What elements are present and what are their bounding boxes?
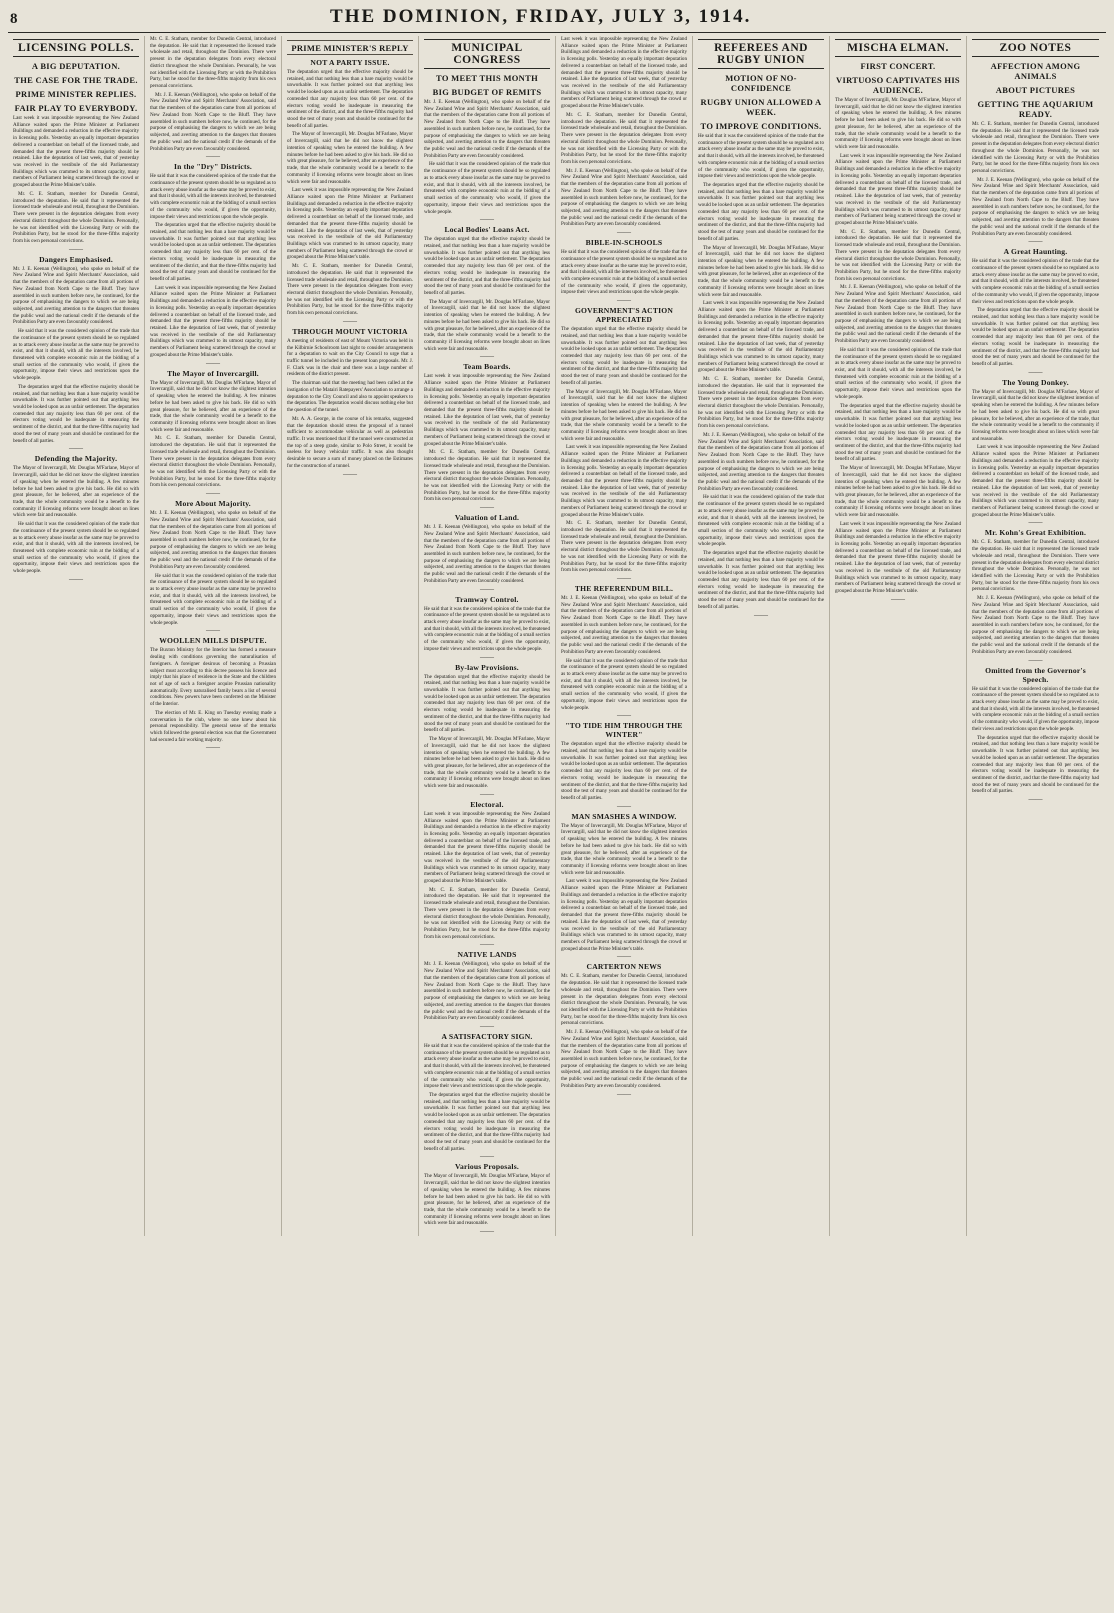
article-paragraph: He said that it was the considered opinion of the trade that the continuance of the present system should be so regulated as to attack every abuse insofar as the same may be proved to exist, and that it should, with all the interests involved, be threatened with complete economic ruin at the bidding of a small section of the community who would, if given the opportunity, impose their views and restrictions upon the whole people. xyxy=(698,494,824,548)
section-divider: —— xyxy=(891,594,905,603)
newspaper-column-col7 xyxy=(830,36,967,1236)
column-heading: MUNICIPAL CONGRESS xyxy=(424,39,550,69)
article-paragraph: The chairman said that the meeting had been called at the instigation of the Matairi Ratepayers' Association to arrange a deputation to the City Council and also to appoint speakers to the deputation. The deputation would discuss nothing else but the question of the tunnel. xyxy=(287,380,413,414)
article-paragraph: Last week it was impossible representing the New Zealand Alliance waited upon the Prime Minister at Parliament Buildings and demanded a reduction in the effective majority in licensing polls. Yesterday an equally important deputation delivered a counterblast on behalf of the licensed trade, and demanded that the present three-fifths majority should be retained. Like the deputation of last week, that of yesterday was received in the vestibule of the old Parliamentary Buildings which was crammed to its utmost capacity, many members of Parliament being scattered through the crowd or grouped about the Prime Minister's table. xyxy=(424,373,550,447)
section-heading: The Young Donkey. xyxy=(1002,377,1069,387)
article-paragraph: Mr. J. E. Keenan (Wellington), who spoke on behalf of the New Zealand Wine and Spirit Merchants' Association, said that the members of the deputation came from all portions of New Zealand from North Cape to the Bluff. They have assembled in such numbers before now, he continued, for the purpose of emphasising the dangers to which we are being subjected, and averting attention to the dangers that threaten the public weal and the national credit if the demands of the Prohibition Party are even favourably considered. xyxy=(150,510,276,570)
article-paragraph: Last week it was impossible representing the New Zealand Alliance waited upon the Prime Minister at Parliament Buildings and demanded a reduction in the effective majority in licensing polls. Yesterday an equally important deputation delivered a counterblast on behalf of the licensed trade, and demanded that the present three-fifths majority should be retained. Like the deputation of last week, that of yesterday was received in the vestibule of the old Parliamentary Buildings which was crammed to its utmost capacity, many members of Parliament being scattered through the crowd or grouped about the Prime Minister's table. xyxy=(972,444,1099,518)
article-paragraph: The Mayor of Invercargill, Mr. Douglas M'Farlane, Mayor of Invercargill, said that he did not know the slightest intention of speaking when he entered the building. A few minutes before he had been asked to give his back. He did so with great pleasure, for he believed, after an experience of the trade, that the whole community would be a benefit to the community if licensing reforms were brought about on lines which were fair and reasonable. xyxy=(287,131,413,185)
section-divider: —— xyxy=(754,610,768,619)
column-heading: FIRST CONCERT. xyxy=(860,61,936,71)
article-paragraph: The deputation urged that the effective majority should be retained, and that nothing less than a bare majority would be unworkable. It was further pointed out that anything less would be looked upon as an unfair settlement. The deputation contended that any majority less than 60 per cent. of the electors voting would be inadequate in measuring the sentiment of the district, and that the three-fifths majority had stood the test of many years and should be continued for the benefit of all parties. xyxy=(13,383,139,444)
article-paragraph: Mr. J. E. Keenan (Wellington), who spoke on behalf of the New Zealand Wine and Spirit Merchants' Association, said that the members of the deputation came from all portions of New Zealand from North Cape to the Bluff. They have assembled in such numbers before now, he continued, for the purpose of emphasising the dangers to which we are being subjected, and averting attention to the dangers that threaten the public weal and the national credit if the demands of the Prohibition Party are even favourably considered. xyxy=(424,524,550,584)
column-heading: MISCHA ELMAN. xyxy=(835,39,961,57)
article-paragraph: The Mayor of Invercargill, Mr. Douglas M'Farlane, Mayor of Invercargill, said that he did not know the slightest intention of speaking when he entered the building. A few minutes before he had been asked to give his back. He did so with great pleasure, for he believed, after an experience of the trade, that the whole community would be a benefit to the community if licensing reforms were brought about on lines which were fair and reasonable. xyxy=(424,1173,550,1227)
article-paragraph: Mr. C. E. Statham, member for Dunedin Central, introduced the deputation. He said that it represented the licensed trade wholesale and retail, throughout the Dominion. There were present in the deputation delegates from every electoral district throughout the whole Dominion. Personally, he was not identified with the Licensing Party or with the Prohibition Party, but he stood for the three-fifths majority from his own personal convictions. xyxy=(561,973,687,1027)
column-heading: MOTION OF NO-CONFIDENCE xyxy=(725,73,797,93)
section-divider: —— xyxy=(617,801,631,810)
article-paragraph: He said that it was the considered opinion of the trade that the continuance of the present system should be so regulated as to attack every abuse insofar as the same may be proved to exist, and that it should, with all the interests involved, be threatened with complete economic ruin at the bidding of a small section of the community who would, if given the opportunity, impose their views and restrictions upon the whole people. xyxy=(150,572,276,626)
newspaper-column-col4 xyxy=(419,36,556,1236)
article-paragraph: He said that it was the considered opinion of the trade that the continuance of the present system should be so regulated as to attack every abuse insofar as the same may be proved to exist, and that it should, with all the interests involved, be threatened with complete economic ruin at the bidding of a small section of the community who would, if given the opportunity, impose their views and restrictions upon the whole people. xyxy=(561,657,687,711)
article-paragraph: He said that it was the considered opinion of the trade that the continuance of the present system should be so regulated as to attack every abuse insofar as the same may be proved to exist, and that it should, with all the interests involved, be threatened with complete economic ruin at the bidding of a small section of the community who would, if given the opportunity, impose their views and restrictions upon the whole people. xyxy=(13,521,139,575)
article-paragraph: Mr. J. E. Keenan (Wellington), who spoke on behalf of the New Zealand Wine and Spirit Merchants' Association, said that the members of the deputation came from all portions of New Zealand from North Cape to the Bluff. They have assembled in such numbers before now, he continued, for the purpose of emphasising the dangers to which we are being subjected, and averting attention to the dangers that threaten the public weal and the national credit if the demands of the Prohibition Party are even favourably considered. xyxy=(835,284,961,345)
article-paragraph: Last week it was impossible representing the New Zealand Alliance waited upon the Prime Minister at Parliament Buildings and demanded a reduction in the effective majority in licensing polls. Yesterday an equally important deputation delivered a counterblast on behalf of the licensed trade, and demanded that the present three-fifths majority should be retained. Like the deputation of last week, that of yesterday was received in the vestibule of the old Parliamentary Buildings which was crammed to its utmost capacity, many members of Parliament being scattered through the crowd or grouped about the Prime Minister's table. xyxy=(698,300,824,374)
newspaper-column-col6 xyxy=(693,36,830,1236)
section-heading: By-law Provisions. xyxy=(455,662,519,672)
section-divider: —— xyxy=(480,352,494,361)
article-paragraph: Mr. C. E. Statham, member for Dunedin Central, introduced the deputation. He said that it represented the licensed trade wholesale and retail, throughout the Dominion. There were present in the deputation delegates from every electoral district throughout the whole Dominion. Personally, he was not identified with the Licensing Party or with the Prohibition Party, but he stood for the three-fifths majority from his own personal convictions. xyxy=(972,539,1099,593)
section-divider: —— xyxy=(206,152,220,161)
article-paragraph: Mr. J. E. Keenan (Wellington), who spoke on behalf of the New Zealand Wine and Spirit Merchants' Association, said that the members of the deputation came from all portions of New Zealand from North Cape to the Bluff. They have assembled in such numbers before now, he continued, for the purpose of emphasising the dangers to which we are being subjected, and averting attention to the dangers that threaten the public weal and the national credit if the demands of the Prohibition Party are even favourably considered. xyxy=(424,961,550,1022)
section-divider: —— xyxy=(480,652,494,661)
section-heading: In the "Dry" Districts. xyxy=(174,162,252,172)
article-paragraph: The deputation urged that the effective majority should be retained, and that nothing less than a bare majority would be unworkable. It was further pointed out that anything less would be looked upon as an unfair settlement. The deputation contended that any majority less than 60 per cent. of the electors voting would be inadequate in measuring the sentiment of the district, and that the three-fifths majority had stood the test of many years and should be continued for the benefit of all parties. xyxy=(424,1091,550,1152)
article-paragraph: Mr. C. E. Statham, member for Dunedin Central, introduced the deputation. He said that it represented the licensed trade wholesale and retail, throughout the Dominion. There were present in the deputation delegates from every electoral district throughout the whole Dominion. Personally, he was not identified with the Licensing Party or with the Prohibition Party, but he stood for the three-fifths majority from his own personal convictions. xyxy=(424,449,550,503)
section-heading: WOOLLEN MILLS DISPUTE. xyxy=(159,636,267,646)
article-paragraph: Last week it was impossible representing the New Zealand Alliance waited upon the Prime Minister at Parliament Buildings and demanded a reduction in the effective majority in licensing polls. Yesterday an equally important deputation delivered a counterblast on behalf of the licensed trade, and demanded that the present three-fifths majority should be retained. Like the deputation of last week, that of yesterday was received in the vestibule of the old Parliamentary Buildings which was crammed to its utmost capacity, many members of Parliament being scattered through the crowd or grouped about the Prime Minister's table. xyxy=(561,878,687,952)
article-paragraph: The Mayor of Invercargill, Mr. Douglas M'Farlane, Mayor of Invercargill, said that he did not know the slightest intention of speaking when he entered the building. A few minutes before he had been asked to give his back. He did so with great pleasure, for he believed, after an experience of the trade, that the whole community would be a benefit to the community if licensing reforms were brought about on lines which were fair and reasonable. xyxy=(13,465,139,519)
section-divider: —— xyxy=(617,574,631,583)
article-paragraph: Last week it was impossible representing the New Zealand Alliance waited upon the Prime Minister at Parliament Buildings and demanded a reduction in the effective majority in licensing polls. Yesterday an equally important deputation delivered a counterblast on behalf of the licensed trade, and demanded that the present three-fifths majority should be retained. Like the deputation of last week, that of yesterday was received in the vestibule of the old Parliamentary Buildings which was crammed to its utmost capacity, many members of Parliament being scattered through the crowd or grouped about the Prime Minister's table. xyxy=(835,152,961,226)
section-divider: —— xyxy=(480,940,494,949)
section-heading: Electoral. xyxy=(470,799,504,809)
section-heading: CARTERTON NEWS xyxy=(586,962,662,972)
article-paragraph: The deputation urged that the effective majority should be retained, and that nothing less than a bare majority would be unworkable. It was further pointed out that anything less would be looked upon as an unfair settlement. The deputation contended that any majority less than 60 per cent. of the electors voting would be inadequate in measuring the sentiment of the district, and that the three-fifths majority had stood the test of many years and should be continued for the benefit of all parties. xyxy=(424,673,550,734)
section-heading: MAN SMASHES A WINDOW. xyxy=(571,811,677,821)
section-heading: A Great Haunting. xyxy=(1003,247,1068,257)
article-paragraph: Mr. J. E. Keenan (Wellington), who spoke on behalf of the New Zealand Wine and Spirit Merchants' Association, said that the members of the deputation came from all portions of New Zealand from North Cape to the Bluff. They have assembled in such numbers before now, he continued, for the purpose of emphasising the dangers to which we are being subjected, and averting attention to the dangers that threaten the public weal and the national credit if the demands of the Prohibition Party are even favourably considered. xyxy=(150,91,276,152)
section-divider: —— xyxy=(69,574,83,583)
section-heading: Omitted from the Governor's Speech. xyxy=(985,665,1086,684)
section-divider: —— xyxy=(617,952,631,961)
section-divider: —— xyxy=(1028,367,1043,376)
section-divider: —— xyxy=(480,503,494,512)
column-heading: BIG BUDGET OF REMITS xyxy=(432,87,542,97)
column-heading: THE CASE FOR THE TRADE. xyxy=(14,75,138,85)
section-heading: Defending the Majority. xyxy=(34,454,118,464)
article-paragraph: Mr. C. E. Statham, member for Dunedin Central, introduced the deputation. He said that it represented the licensed trade wholesale and retail, throughout the Dominion. There were present in the deputation delegates from every electoral district throughout the whole Dominion. Personally, he was not identified with the Licensing Party or with the Prohibition Party, but he stood for the three-fifths majority from his own personal convictions. xyxy=(561,111,687,165)
column-heading: RUGBY UNION ALLOWED A WEEK. xyxy=(700,97,822,117)
article-paragraph: Mr. C. E. Statham, member for Dunedin Central, introduced the deputation. He said that it represented the licensed trade wholesale and retail, throughout the Dominion. There were present in the deputation delegates from every electoral district throughout the whole Dominion. Personally, he was not identified with the Licensing Party or with the Prohibition Party, but he stood for the three-fifths majority from his own personal convictions. xyxy=(150,435,276,489)
article-paragraph: Mr. C. E. Statham, member for Dunedin Central, introduced the deputation. He said that it represented the licensed trade wholesale and retail, throughout the Dominion. There were present in the deputation delegates from every electoral district throughout the whole Dominion. Personally, he was not identified with the Licensing Party or with the Prohibition Party, but he stood for the three-fifths majority from his own personal convictions. xyxy=(972,121,1099,175)
section-divider: —— xyxy=(617,711,631,720)
article-paragraph: The Mayor of Invercargill, Mr. Douglas M'Farlane, Mayor of Invercargill, said that he did not know the slightest intention of speaking when he entered the building. A few minutes before he had been asked to give his back. He did so with great pleasure, for he believed, after an experience of the trade, that the whole community would be a benefit to the community if licensing reforms were brought about on lines which were fair and reasonable. xyxy=(424,736,550,790)
section-divider: —— xyxy=(69,444,83,453)
article-paragraph: The Mayor of Invercargill, Mr. Douglas M'Farlane, Mayor of Invercargill, said that he did not know the slightest intention of speaking when he entered the building. A few minutes before he had been asked to give his back. He did so with great pleasure, for he believed, after an experience of the trade, that the whole community would be a benefit to the community if licensing reforms were brought about on lines which were fair and reasonable. xyxy=(561,822,687,876)
column-heading: VIRTUOSO CAPTIVATES HIS AUDIENCE. xyxy=(836,75,960,95)
article-paragraph: The Mayor of Invercargill, Mr. Douglas M'Farlane, Mayor of Invercargill, said that he did not know the slightest intention of speaking when he entered the building. A few minutes before he had been asked to give his back. He did so with great pleasure, for he believed, after an experience of the trade, that the whole community would be a benefit to the community if licensing reforms were brought about on lines which were fair and reasonable. xyxy=(972,388,1099,442)
column-heading: A BIG DEPUTATION. xyxy=(31,61,121,71)
article-paragraph: The Mayor of Invercargill, Mr. Douglas M'Farlane, Mayor of Invercargill, said that he did not know the slightest intention of speaking when he entered the building. A few minutes before he had been asked to give his back. He did so with great pleasure, for he believed, after an experience of the trade, that the whole community would be a benefit to the community if licensing reforms were brought about on lines which were fair and reasonable. xyxy=(835,465,961,519)
section-divider: —— xyxy=(617,1089,631,1098)
article-paragraph: Mr. C. E. Statham, member for Dunedin Central, introduced the deputation. He said that it represented the licensed trade wholesale and retail, throughout the Dominion. There were present in the deputation delegates from every electoral district throughout the whole Dominion. Personally, he was not identified with the Licensing Party or with the Prohibition Party, but he stood for the three-fifths majority from his own personal convictions. xyxy=(698,376,824,430)
article-paragraph: Mr. J. E. Keenan (Wellington), who spoke on behalf of the New Zealand Wine and Spirit Merchants' Association, said that the members of the deputation came from all portions of New Zealand from North Cape to the Bluff. They have assembled in such numbers before now, he continued, for the purpose of emphasising the dangers to which we are being subjected, and averting attention to the dangers that threaten the public weal and the national credit if the demands of the Prohibition Party are even favourably considered. xyxy=(13,265,139,326)
article-paragraph: Last week it was impossible representing the New Zealand Alliance waited upon the Prime Minister at Parliament Buildings and demanded a reduction in the effective majority in licensing polls. Yesterday an equally important deputation delivered a counterblast on behalf of the licensed trade, and demanded that the present three-fifths majority should be retained. Like the deputation of last week, that of yesterday was received in the vestibule of the old Parliamentary Buildings which was crammed to its utmost capacity, many members of Parliament being scattered through the crowd or grouped about the Prime Minister's table. xyxy=(561,36,687,110)
column-heading: TO IMPROVE CONDITIONS. xyxy=(700,121,822,131)
article-paragraph: The deputation urged that the effective majority should be retained, and that nothing less than a bare majority would be unworkable. It was further pointed out that anything less would be looked upon as an unfair settlement. The deputation contended that any majority less than 60 per cent. of the electors voting would be inadequate in measuring the sentiment of the district, and that the three-fifths majority had stood the test of many years and should be continued for the benefit of all parties. xyxy=(561,741,687,801)
section-heading: GOVERNMENT'S ACTION APPRECIATED xyxy=(574,306,674,325)
section-heading: BIBLE-IN-SCHOOLS xyxy=(585,238,663,248)
newspaper-column-col2 xyxy=(145,36,282,1236)
masthead xyxy=(0,0,1114,30)
section-heading: Mr. Kohn's Great Exhibition. xyxy=(984,528,1087,538)
section-divider: —— xyxy=(1028,795,1043,804)
article-paragraph: Mr. A. A. George, in the course of his remarks, suggested that the deputation should stress the proposal of a tunnel sufficient to accommodate vehicular as well as pedestrian traffic. It was mentioned that if the tunnel were constructed at the top of a steep grade, similar to Polo Street, it would be useless for heavy vehicular traffic. It was also thought desirable to secure a sum of money placed on the Estimates for the construction of a tunnel. xyxy=(287,415,413,469)
column-heading: GETTING THE AQUARIUM READY. xyxy=(977,99,1094,119)
article-paragraph: A meeting of residents of east of Mount Victoria was held in the Kilbirnie Schoolroom last night to consider arrangements for a deputation to wait on the City Council to urge that a traffic tunnel be included in the present loan proposals. Mr. J. F. Clark was in the chair and there was a large number of residents of the district present. xyxy=(287,337,413,378)
section-divider: —— xyxy=(1028,237,1043,246)
newspaper-column-col1 xyxy=(8,36,145,1236)
article-paragraph: Mr. C. E. Statham, member for Dunedin Central, introduced the deputation. He said that it represented the licensed trade wholesale and retail, throughout the Dominion. There were present in the deputation delegates from every electoral district throughout the whole Dominion. Personally, he was not identified with the Licensing Party or with the Prohibition Party, but he stood for the three-fifths majority from his own personal convictions. xyxy=(13,190,139,244)
section-divider: —— xyxy=(480,584,494,593)
article-paragraph: The deputation urged that the effective majority should be retained, and that nothing less than a bare majority would be unworkable. It was further pointed out that anything less would be looked upon as an unfair settlement. The deputation contended that any majority less than 60 per cent. of the electors voting would be inadequate in measuring the sentiment of the district, and that the three-fifths majority had stood the test of many years and should be continued for the benefit of all parties. xyxy=(972,734,1099,795)
article-paragraph: The Mayor of Invercargill, Mr. Douglas M'Farlane, Mayor of Invercargill, said that he did not know the slightest intention of speaking when he entered the building. A few minutes before he had been asked to give his back. He did so with great pleasure, for he believed, after an experience of the trade, that the whole community would be a benefit to the community if licensing reforms were brought about on lines which were fair and reasonable. xyxy=(561,388,687,442)
article-paragraph: Mr. J. E. Keenan (Wellington), who spoke on behalf of the New Zealand Wine and Spirit Merchants' Association, said that the members of the deputation came from all portions of New Zealand from North Cape to the Bluff. They have assembled in such numbers before now, he continued, for the purpose of emphasising the dangers to which we are being subjected, and averting attention to the dangers that threaten the public weal and the national credit if the demands of the Prohibition Party are even favourably considered. xyxy=(561,1029,687,1089)
section-heading: Local Bodies' Loans Act. xyxy=(444,225,530,235)
article-paragraph: Last week it was impossible representing the New Zealand Alliance waited upon the Prime Minister at Parliament Buildings and demanded a reduction in the effective majority in licensing polls. Yesterday an equally important deputation delivered a counterblast on behalf of the licensed trade, and demanded that the present three-fifths majority should be retained. Like the deputation of last week, that of yesterday was received in the vestibule of the old Parliamentary Buildings which was crammed to its utmost capacity, many members of Parliament being scattered through the crowd or grouped about the Prime Minister's table. xyxy=(835,520,961,595)
masthead-title: THE DOMINION, FRIDAY, JULY 3, 1914. xyxy=(330,6,752,27)
section-heading: A SATISFACTORY SIGN. xyxy=(441,1031,533,1041)
article-paragraph: The deputation urged that the effective majority should be retained, and that nothing less than a bare majority would be unworkable. It was further pointed out that anything less would be looked upon as an unfair settlement. The deputation contended that any majority less than 60 per cent. of the electors voting would be inadequate in measuring the sentiment of the district, and that the three-fifths majority had stood the test of many years and should be continued for the benefit of all parties. xyxy=(698,182,824,242)
article-paragraph: He said that it was the considered opinion of the trade that the continuance of the present system should be so regulated as to attack every abuse insofar as the same may be proved to exist, and that it should, with all the interests involved, be threatened with complete economic ruin at the bidding of a small section of the community who would, if given the opportunity, impose their views and restrictions upon the whole people. xyxy=(424,1042,550,1090)
newspaper-column-col5 xyxy=(556,36,693,1236)
article-paragraph: The Mayor of Invercargill, Mr. Douglas M'Farlane, Mayor of Invercargill, said that he did not know the slightest intention of speaking when he entered the building. A few minutes before he had been asked to give his back. He did so with great pleasure, for he believed, after an experience of the trade, that the whole community would be a benefit to the community if licensing reforms were brought about on lines which were fair and reasonable. xyxy=(150,379,276,433)
section-heading: Tramway Control. xyxy=(455,594,519,604)
section-heading: Valuation of Land. xyxy=(454,513,520,523)
article-paragraph: Mr. C. E. Statham, member for Dunedin Central, introduced the deputation. He said that it represented the licensed trade wholesale and retail, throughout the Dominion. There were present in the deputation delegates from every electoral district throughout the whole Dominion. Personally, he was not identified with the Licensing Party or with the Prohibition Party, but he stood for the three-fifths majority from his own personal convictions. xyxy=(424,886,550,940)
section-heading: The Mayor of Invercargill. xyxy=(167,368,259,378)
section-divider: —— xyxy=(206,626,220,635)
article-paragraph: The deputation urged that the effective majority should be retained, and that nothing less than a bare majority would be unworkable. It was further pointed out that anything less would be looked upon as an unfair settlement. The deputation contended that any majority less than 60 per cent. of the electors voting would be inadequate in measuring the sentiment of the district, and that the three-fifths majority had stood the test of many years and should be continued for the benefit of all parties. xyxy=(424,236,550,296)
article-paragraph: The Buxton Ministry for the Interior has formed a measure dealing with conditions governing the naturalisation of foreigners. A foreigner desirous of becoming a Prussian subject must according to this decree possess his licence and imply that his place of residence in the State and the children not of age of such a foreigner acquire Prussian nationality automatically. Every naturalised family bears a list of several conditions. New powers have been conferred on the Minister of the Interior. xyxy=(150,647,276,708)
article-paragraph: Last week it was impossible representing the New Zealand Alliance waited upon the Prime Minister at Parliament Buildings and demanded a reduction in the effective majority in licensing polls. Yesterday an equally important deputation delivered a counterblast on behalf of the licensed trade, and demanded that the present three-fifths majority should be retained. Like the deputation of last week, that of yesterday was received in the vestibule of the old Parliamentary Buildings which was crammed to its utmost capacity, many members of Parliament being scattered through the crowd or grouped about the Prime Minister's table. xyxy=(287,187,413,261)
section-divider: —— xyxy=(480,789,494,798)
section-heading: THE REFERENDUM BILL. xyxy=(574,584,674,594)
column-heading: AFFECTION AMONG ANIMALS xyxy=(990,61,1081,81)
column-container xyxy=(0,33,1114,1244)
article-paragraph: The deputation urged that the effective majority should be retained, and that nothing less than a bare majority would be unworkable. It was further pointed out that anything less would be looked upon as an unfair settlement. The deputation contended that any majority less than 60 per cent. of the electors voting would be inadequate in measuring the sentiment of the district, and that the three-fifths majority had stood the test of many years and should be continued for the benefit of all parties. xyxy=(287,69,413,129)
section-divider: —— xyxy=(617,296,631,305)
column-heading: FAIR PLAY TO EVERYBODY. xyxy=(14,103,138,113)
section-divider: —— xyxy=(343,316,357,325)
column-heading: REFEREES AND RUGBY UNION xyxy=(698,39,824,69)
section-divider: —— xyxy=(206,489,220,498)
article-paragraph: Mr. C. E. Statham, member for Dunedin Central, introduced the deputation. He said that it represented the licensed trade wholesale and retail, throughout the Dominion. There were present in the deputation delegates from every electoral district throughout the whole Dominion. Personally, he was not identified with the Licensing Party or with the Prohibition Party, but he stood for the three-fifths majority from his own personal convictions. xyxy=(287,263,413,317)
article-paragraph: Mr. C. E. Statham, member for Dunedin Central, introduced the deputation. He said that it represented the licensed trade wholesale and retail, throughout the Dominion. There were present in the deputation delegates from every electoral district throughout the whole Dominion. Personally, he was not identified with the Licensing Party or with the Prohibition Party, but he stood for the three-fifths majority from his own personal convictions. xyxy=(561,520,687,574)
article-paragraph: He said that it was the considered opinion of the trade that the continuance of the present system should be so regulated as to attack every abuse insofar as the same may be proved to exist, and that it should, with all the interests involved, be threatened with complete economic ruin at the bidding of a small section of the community who would, if given the opportunity, impose their views and restrictions upon the whole people. xyxy=(835,346,961,400)
column-heading: NOT A PARTY ISSUE. xyxy=(310,58,390,67)
article-paragraph: The election of Mr. E. King on Tuesday evening made a conversation in the club, where no one knew about his personal responsibility. The general sense of the remarks which followed the general election was that the Government had secured a fair working majority. xyxy=(150,709,276,743)
article-paragraph: Mr. C. E. Statham, member for Dunedin Central, introduced the deputation. He said that it represented the licensed trade wholesale and retail, throughout the Dominion. There were present in the deputation delegates from every electoral district throughout the whole Dominion. Personally, he was not identified with the Licensing Party or with the Prohibition Party, but he stood for the three-fifths majority from his own personal convictions. xyxy=(150,36,276,90)
section-heading: THROUGH MOUNT VICTORIA xyxy=(292,326,408,336)
section-divider: —— xyxy=(480,1227,494,1236)
page-folio: 8 xyxy=(10,11,18,27)
column-heading: ZOO NOTES xyxy=(972,39,1099,57)
article-paragraph: The deputation urged that the effective majority should be retained, and that nothing less than a bare majority would be unworkable. It was further pointed out that anything less would be looked upon as an unfair settlement. The deputation contended that any majority less than 60 per cent. of the electors voting would be inadequate in measuring the sentiment of the district, and that the three-fifths majority had stood the test of many years and should be continued for the benefit of all parties. xyxy=(698,550,824,610)
section-divider: —— xyxy=(1028,518,1043,527)
article-paragraph: The Mayor of Invercargill, Mr. Douglas M'Farlane, Mayor of Invercargill, said that he did not know the slightest intention of speaking when he entered the building. A few minutes before he had been asked to give his back. He did so with great pleasure, for he believed, after an experience of the trade, that the whole community would be a benefit to the community if licensing reforms were brought about on lines which were fair and reasonable. xyxy=(424,298,550,352)
column-heading: LICENSING POLLS. xyxy=(13,39,139,57)
article-paragraph: He said that it was the considered opinion of the trade that the continuance of the present system should be so regulated as to attack every abuse insofar as the same may be proved to exist, and that it should, with all the interests involved, be threatened with complete economic ruin at the bidding of a small section of the community who would, if given the opportunity, impose their views and restrictions upon the whole people. xyxy=(561,249,687,296)
article-paragraph: Last week it was impossible representing the New Zealand Alliance waited upon the Prime Minister at Parliament Buildings and demanded a reduction in the effective majority in licensing polls. Yesterday an equally important deputation delivered a counterblast on behalf of the licensed trade, and demanded that the present three-fifths majority should be retained. Like the deputation of last week, that of yesterday was received in the vestibule of the old Parliamentary Buildings which was crammed to its utmost capacity, many members of Parliament being scattered through the crowd or grouped about the Prime Minister's table. xyxy=(150,284,276,358)
article-paragraph: He said that it was the considered opinion of the trade that the continuance of the present system should be so regulated as to attack every abuse insofar as the same may be proved to exist, and that it should, with all the interests involved, be threatened with complete economic ruin at the bidding of a small section of the community who would, if given the opportunity, impose their views and restrictions upon the whole people. xyxy=(13,328,139,382)
article-paragraph: The deputation urged that the effective majority should be retained, and that nothing less than a bare majority would be unworkable. It was further pointed out that anything less would be looked upon as an unfair settlement. The deputation contended that any majority less than 60 per cent. of the electors voting would be inadequate in measuring the sentiment of the district, and that the three-fifths majority had stood the test of many years and should be continued for the benefit of all parties. xyxy=(972,307,1099,367)
article-paragraph: He said that it was the considered opinion of the trade that the continuance of the present system should be so regulated as to attack every abuse insofar as the same may be proved to exist, and that it should, with all the interests involved, be threatened with complete economic ruin at the bidding of a small section of the community who would, if given the opportunity, impose their views and restrictions upon the whole people. xyxy=(972,685,1099,732)
article-paragraph: The Mayor of Invercargill, Mr. Douglas M'Farlane, Mayor of Invercargill, said that he did not know the slightest intention of speaking when he entered the building. A few minutes before he had been asked to give his back. He did so with great pleasure, for he believed, after an experience of the trade, that the whole community would be a benefit to the community if licensing reforms were brought about on lines which were fair and reasonable. xyxy=(835,97,961,151)
section-divider: —— xyxy=(206,358,220,367)
article-paragraph: He said that it was the considered opinion of the trade that the continuance of the present system should be so regulated as to attack every abuse insofar as the same may be proved to exist, and that it should, with all the interests involved, be threatened with complete economic ruin at the bidding of a small section of the community who would, if given the opportunity, impose their views and restrictions upon the whole people. xyxy=(972,258,1099,305)
section-divider: —— xyxy=(617,228,631,237)
article-paragraph: Mr. J. E. Keenan (Wellington), who spoke on behalf of the New Zealand Wine and Spirit Merchants' Association, said that the members of the deputation came from all portions of New Zealand from North Cape to the Bluff. They have assembled in such numbers before now, he continued, for the purpose of emphasising the dangers to which we are being subjected, and averting attention to the dangers that threaten the public weal and the national credit if the demands of the Prohibition Party are even favourably considered. xyxy=(424,99,550,159)
article-paragraph: Mr. J. E. Keenan (Wellington), who spoke on behalf of the New Zealand Wine and Spirit Merchants' Association, said that the members of the deputation came from all portions of New Zealand from North Cape to the Bluff. They have assembled in such numbers before now, he continued, for the purpose of emphasising the dangers to which we are being subjected, and averting attention to the dangers that threaten the public weal and the national credit if the demands of the Prohibition Party are even favourably considered. xyxy=(972,595,1099,655)
section-divider: —— xyxy=(343,469,357,478)
section-divider: —— xyxy=(480,215,494,224)
section-heading: More About Majority. xyxy=(175,499,251,509)
article-paragraph: Last week it was impossible representing the New Zealand Alliance waited upon the Prime Minister at Parliament Buildings and demanded a reduction in the effective majority in licensing polls. Yesterday an equally important deputation delivered a counterblast on behalf of the licensed trade, and demanded that the present three-fifths majority should be retained. Like the deputation of last week, that of yesterday was received in the vestibule of the old Parliamentary Buildings which was crammed to its utmost capacity, many members of Parliament being scattered through the crowd or grouped about the Prime Minister's table. xyxy=(13,115,139,189)
section-divider: —— xyxy=(69,244,83,253)
article-paragraph: He said that it was the considered opinion of the trade that the continuance of the present system should be so regulated as to attack every abuse insofar as the same may be proved to exist, and that it should, with all the interests involved, be threatened with complete economic ruin at the bidding of a small section of the community who would, if given the opportunity, impose their views and restrictions upon the whole people. xyxy=(150,173,276,220)
section-divider: —— xyxy=(1028,655,1043,664)
section-divider: —— xyxy=(480,1021,494,1030)
article-paragraph: The deputation urged that the effective majority should be retained, and that nothing less than a bare majority would be unworkable. It was further pointed out that anything less would be looked upon as an unfair settlement. The deputation contended that any majority less than 60 per cent. of the electors voting would be inadequate in measuring the sentiment of the district, and that the three-fifths majority had stood the test of many years and should be continued for the benefit of all parties. xyxy=(561,326,687,386)
section-heading: NATIVE LANDS xyxy=(457,950,517,960)
article-paragraph: Last week it was impossible representing the New Zealand Alliance waited upon the Prime Minister at Parliament Buildings and demanded a reduction in the effective majority in licensing polls. Yesterday an equally important deputation delivered a counterblast on behalf of the licensed trade, and demanded that the present three-fifths majority should be retained. Like the deputation of last week, that of yesterday was received in the vestibule of the old Parliamentary Buildings which was crammed to its utmost capacity, many members of Parliament being scattered through the crowd or grouped about the Prime Minister's table. xyxy=(561,444,687,518)
article-paragraph: Mr. C. E. Statham, member for Dunedin Central, introduced the deputation. He said that it represented the licensed trade wholesale and retail, throughout the Dominion. There were present in the deputation delegates from every electoral district throughout the whole Dominion. Personally, he was not identified with the Licensing Party or with the Prohibition Party, but he stood for the three-fifths majority from his own personal convictions. xyxy=(835,228,961,282)
article-paragraph: Last week it was impossible representing the New Zealand Alliance waited upon the Prime Minister at Parliament Buildings and demanded a reduction in the effective majority in licensing polls. Yesterday an equally important deputation delivered a counterblast on behalf of the licensed trade, and demanded that the present three-fifths majority should be retained. Like the deputation of last week, that of yesterday was received in the vestibule of the old Parliamentary Buildings which was crammed to its utmost capacity, many members of Parliament being scattered through the crowd or grouped about the Prime Minister's table. xyxy=(424,810,550,884)
column-heading: PRIME MINISTER REPLIES. xyxy=(15,89,137,99)
section-divider: —— xyxy=(480,1152,494,1161)
article-paragraph: He said that it was the considered opinion of the trade that the continuance of the present system should be so regulated as to attack every abuse insofar as the same may be proved to exist, and that it should, with all the interests involved, be threatened with complete economic ruin at the bidding of a small section of the community who would, if given the opportunity, impose their views and restrictions upon the whole people. xyxy=(424,161,550,215)
article-paragraph: He said that it was the considered opinion of the trade that the continuance of the present system should be so regulated as to attack every abuse insofar as the same may be proved to exist, and that it should, with all the interests involved, be threatened with complete economic ruin at the bidding of a small section of the community who would, if given the opportunity, impose their views and restrictions upon the whole people. xyxy=(424,605,550,652)
section-heading: "TO TIDE HIM THROUGH THE WINTER" xyxy=(565,721,683,740)
article-paragraph: The deputation urged that the effective majority should be retained, and that nothing less than a bare majority would be unworkable. It was further pointed out that anything less would be looked upon as an unfair settlement. The deputation contended that any majority less than 60 per cent. of the electors voting would be inadequate in measuring the sentiment of the district, and that the three-fifths majority had stood the test of many years and should be continued for the benefit of all parties. xyxy=(835,402,961,463)
article-paragraph: The deputation urged that the effective majority should be retained, and that nothing less than a bare majority would be unworkable. It was further pointed out that anything less would be looked upon as an unfair settlement. The deputation contended that any majority less than 60 per cent. of the electors voting would be inadequate in measuring the sentiment of the district, and that the three-fifths majority had stood the test of many years and should be continued for the benefit of all parties. xyxy=(150,222,276,282)
section-heading: Dangers Emphasised. xyxy=(39,254,113,264)
column-heading: ABOUT PICTURES xyxy=(995,85,1076,95)
article-paragraph: Mr. J. E. Keenan (Wellington), who spoke on behalf of the New Zealand Wine and Spirit Merchants' Association, said that the members of the deputation came from all portions of New Zealand from North Cape to the Bluff. They have assembled in such numbers before now, he continued, for the purpose of emphasising the dangers to which we are being subjected, and averting attention to the dangers that threaten the public weal and the national credit if the demands of the Prohibition Party are even favourably considered. xyxy=(561,595,687,655)
article-paragraph: He said that it was the considered opinion of the trade that the continuance of the present system should be so regulated as to attack every abuse insofar as the same may be proved to exist, and that it should, with all the interests involved, be threatened with complete economic ruin at the bidding of a small section of the community who would, if given the opportunity, impose their views and restrictions upon the whole people. xyxy=(698,133,824,180)
newspaper-column-col3 xyxy=(282,36,419,1236)
newspaper-column-col8 xyxy=(967,36,1104,1236)
article-paragraph: The Mayor of Invercargill, Mr. Douglas M'Farlane, Mayor of Invercargill, said that he did not know the slightest intention of speaking when he entered the building. A few minutes before he had been asked to give his back. He did so with great pleasure, for he believed, after an experience of the trade, that the whole community would be a benefit to the community if licensing reforms were brought about on lines which were fair and reasonable. xyxy=(698,244,824,298)
column-heading: TO MEET THIS MONTH xyxy=(436,73,538,83)
section-divider: —— xyxy=(206,743,220,752)
column-heading: PRIME MINISTER'S REPLY xyxy=(287,40,413,55)
article-paragraph: Mr. J. E. Keenan (Wellington), who spoke on behalf of the New Zealand Wine and Spirit Merchants' Association, said that the members of the deputation came from all portions of New Zealand from North Cape to the Bluff. They have assembled in such numbers before now, he continued, for the purpose of emphasising the dangers to which we are being subjected, and averting attention to the dangers that threaten the public weal and the national credit if the demands of the Prohibition Party are even favourably considered. xyxy=(972,176,1099,237)
section-heading: Team Boards. xyxy=(463,362,511,372)
article-paragraph: Mr. J. E. Keenan (Wellington), who spoke on behalf of the New Zealand Wine and Spirit Merchants' Association, said that the members of the deputation came from all portions of New Zealand from North Cape to the Bluff. They have assembled in such numbers before now, he continued, for the purpose of emphasising the dangers to which we are being subjected, and averting attention to the dangers that threaten the public weal and the national credit if the demands of the Prohibition Party are even favourably considered. xyxy=(698,431,824,492)
section-heading: Various Proposals. xyxy=(455,1162,519,1172)
article-paragraph: Mr. J. E. Keenan (Wellington), who spoke on behalf of the New Zealand Wine and Spirit Merchants' Association, said that the members of the deputation came from all portions of New Zealand from North Cape to the Bluff. They have assembled in such numbers before now, he continued, for the purpose of emphasising the dangers to which we are being subjected, and averting attention to the dangers that threaten the public weal and the national credit if the demands of the Prohibition Party are even favourably considered. xyxy=(561,167,687,228)
